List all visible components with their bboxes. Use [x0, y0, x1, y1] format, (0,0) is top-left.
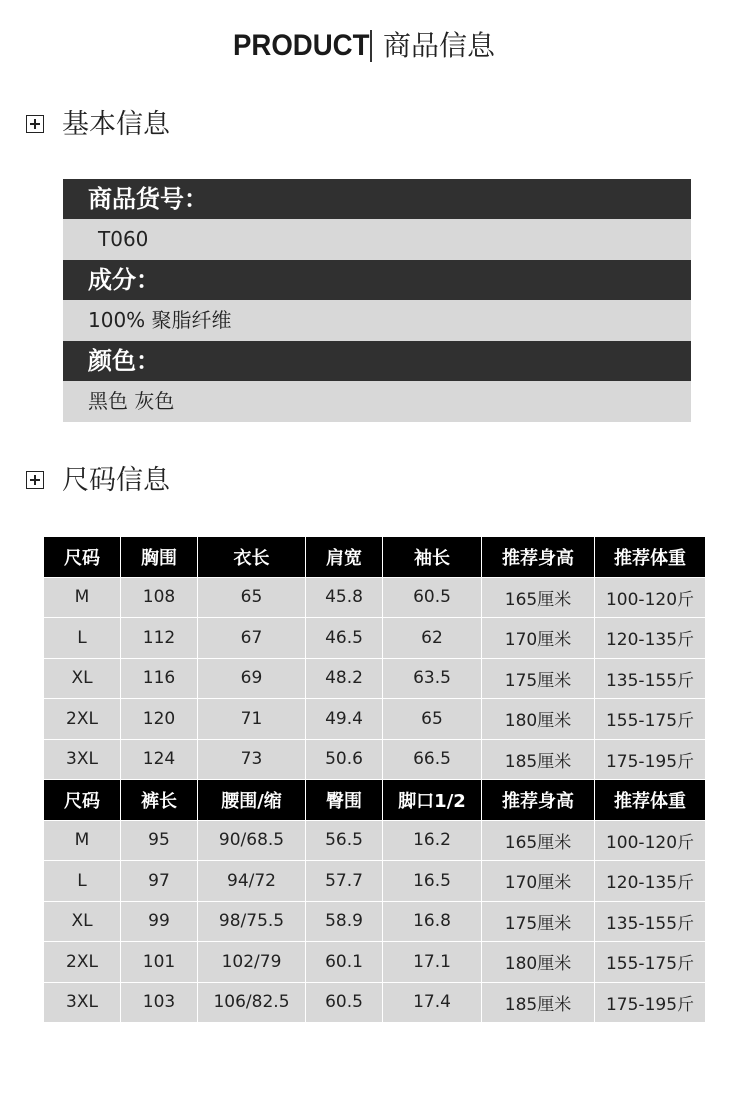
table-cell: 66.5	[383, 739, 482, 780]
header-cell: 腰围/缩	[198, 780, 306, 821]
header-cell: 胸围	[121, 537, 198, 578]
table-cell: 100-120斤	[595, 577, 706, 618]
table-cell: 16.5	[383, 861, 482, 902]
table-cell: 180厘米	[482, 699, 595, 740]
table-row	[44, 901, 706, 942]
table-cell: 108	[121, 577, 198, 618]
table-cell: 73	[198, 739, 306, 780]
table-row	[44, 739, 706, 780]
table-cell: 63.5	[383, 658, 482, 699]
table-cell: L	[44, 618, 121, 659]
header-en-title: PRODUCT	[233, 29, 370, 62]
header-divider	[370, 30, 372, 62]
table-cell: 90/68.5	[198, 820, 306, 861]
table-cell: 155-175斤	[595, 942, 706, 983]
table-row	[44, 618, 706, 659]
table-cell: L	[44, 861, 121, 902]
table-cell: 120-135斤	[595, 861, 706, 902]
table-cell: 65	[198, 577, 306, 618]
table-cell: 16.8	[383, 901, 482, 942]
table-cell: 165厘米	[482, 577, 595, 618]
table-cell: 112	[121, 618, 198, 659]
table-cell: 175-195斤	[595, 982, 706, 1023]
table-cell: 124	[121, 739, 198, 780]
info-value-material: 100% 聚脂纤维	[63, 300, 691, 341]
table-cell: 120-135斤	[595, 618, 706, 659]
table-cell: 170厘米	[482, 618, 595, 659]
table-row	[44, 982, 706, 1023]
table-cell: 17.4	[383, 982, 482, 1023]
info-label-color: 颜色：	[63, 341, 691, 381]
header-cell: 臀围	[306, 780, 383, 821]
table-row	[44, 861, 706, 902]
table-cell: XL	[44, 901, 121, 942]
table-cell: 60.5	[306, 982, 383, 1023]
table-row	[44, 577, 706, 618]
table-row	[44, 658, 706, 699]
table-cell: 103	[121, 982, 198, 1023]
header-cell: 推荐身高	[482, 780, 595, 821]
table-row	[44, 820, 706, 861]
table-cell: 175-195斤	[595, 739, 706, 780]
plus-square-icon	[26, 471, 44, 489]
table-cell: M	[44, 577, 121, 618]
basic-info-panel	[63, 179, 691, 422]
table-cell: 17.1	[383, 942, 482, 983]
info-value-sku: T060	[63, 219, 691, 260]
header-cn-title: 商品信息	[383, 29, 496, 62]
table-cell: 185厘米	[482, 739, 595, 780]
header-cell: 裤长	[121, 780, 198, 821]
table-cell: 180厘米	[482, 942, 595, 983]
table-cell: M	[44, 820, 121, 861]
table-cell: 60.1	[306, 942, 383, 983]
table-cell: 98/75.5	[198, 901, 306, 942]
table-cell: 116	[121, 658, 198, 699]
size-info-title: 尺码信息	[62, 465, 170, 496]
table-cell: 3XL	[44, 739, 121, 780]
plus-square-icon	[26, 115, 44, 133]
table-cell: 175厘米	[482, 658, 595, 699]
table-cell: 2XL	[44, 699, 121, 740]
header-cell: 推荐体重	[595, 780, 706, 821]
header-cell: 衣长	[198, 537, 306, 578]
table-cell: 97	[121, 861, 198, 902]
table-cell: 2XL	[44, 942, 121, 983]
table-cell: 16.2	[383, 820, 482, 861]
header-cell: 尺码	[44, 537, 121, 578]
table-cell: 135-155斤	[595, 658, 706, 699]
table-cell: 48.2	[306, 658, 383, 699]
table-cell: 46.5	[306, 618, 383, 659]
table-cell: 175厘米	[482, 901, 595, 942]
header-cell: 肩宽	[306, 537, 383, 578]
table-cell: 71	[198, 699, 306, 740]
table-cell: 57.7	[306, 861, 383, 902]
table-cell: 67	[198, 618, 306, 659]
top-table-header-row	[44, 537, 706, 578]
table-cell: 95	[121, 820, 198, 861]
table-cell: 49.4	[306, 699, 383, 740]
info-label-sku: 商品货号：	[63, 179, 691, 219]
header-cell: 脚口1/2	[383, 780, 482, 821]
table-cell: 99	[121, 901, 198, 942]
table-cell: 120	[121, 699, 198, 740]
size-chart-table	[43, 536, 706, 1023]
table-cell: 69	[198, 658, 306, 699]
page-header	[0, 26, 750, 66]
table-cell: 62	[383, 618, 482, 659]
table-cell: 60.5	[383, 577, 482, 618]
table-cell: 100-120斤	[595, 820, 706, 861]
table-cell: 58.9	[306, 901, 383, 942]
table-cell: 45.8	[306, 577, 383, 618]
basic-info-title: 基本信息	[62, 109, 170, 140]
table-cell: 101	[121, 942, 198, 983]
table-cell: 3XL	[44, 982, 121, 1023]
table-cell: 106/82.5	[198, 982, 306, 1023]
table-cell: XL	[44, 658, 121, 699]
table-cell: 185厘米	[482, 982, 595, 1023]
table-cell: 165厘米	[482, 820, 595, 861]
info-value-color: 黑色 灰色	[63, 381, 691, 422]
table-cell: 65	[383, 699, 482, 740]
header-cell: 推荐身高	[482, 537, 595, 578]
table-cell: 50.6	[306, 739, 383, 780]
info-label-material: 成分：	[63, 260, 691, 300]
header-cell: 袖长	[383, 537, 482, 578]
header-cell: 推荐体重	[595, 537, 706, 578]
table-cell: 102/79	[198, 942, 306, 983]
table-cell: 155-175斤	[595, 699, 706, 740]
table-row	[44, 699, 706, 740]
table-row	[44, 942, 706, 983]
table-cell: 94/72	[198, 861, 306, 902]
table-cell: 170厘米	[482, 861, 595, 902]
bottom-table-header-row	[44, 780, 706, 821]
table-cell: 135-155斤	[595, 901, 706, 942]
table-cell: 56.5	[306, 820, 383, 861]
header-cell: 尺码	[44, 780, 121, 821]
